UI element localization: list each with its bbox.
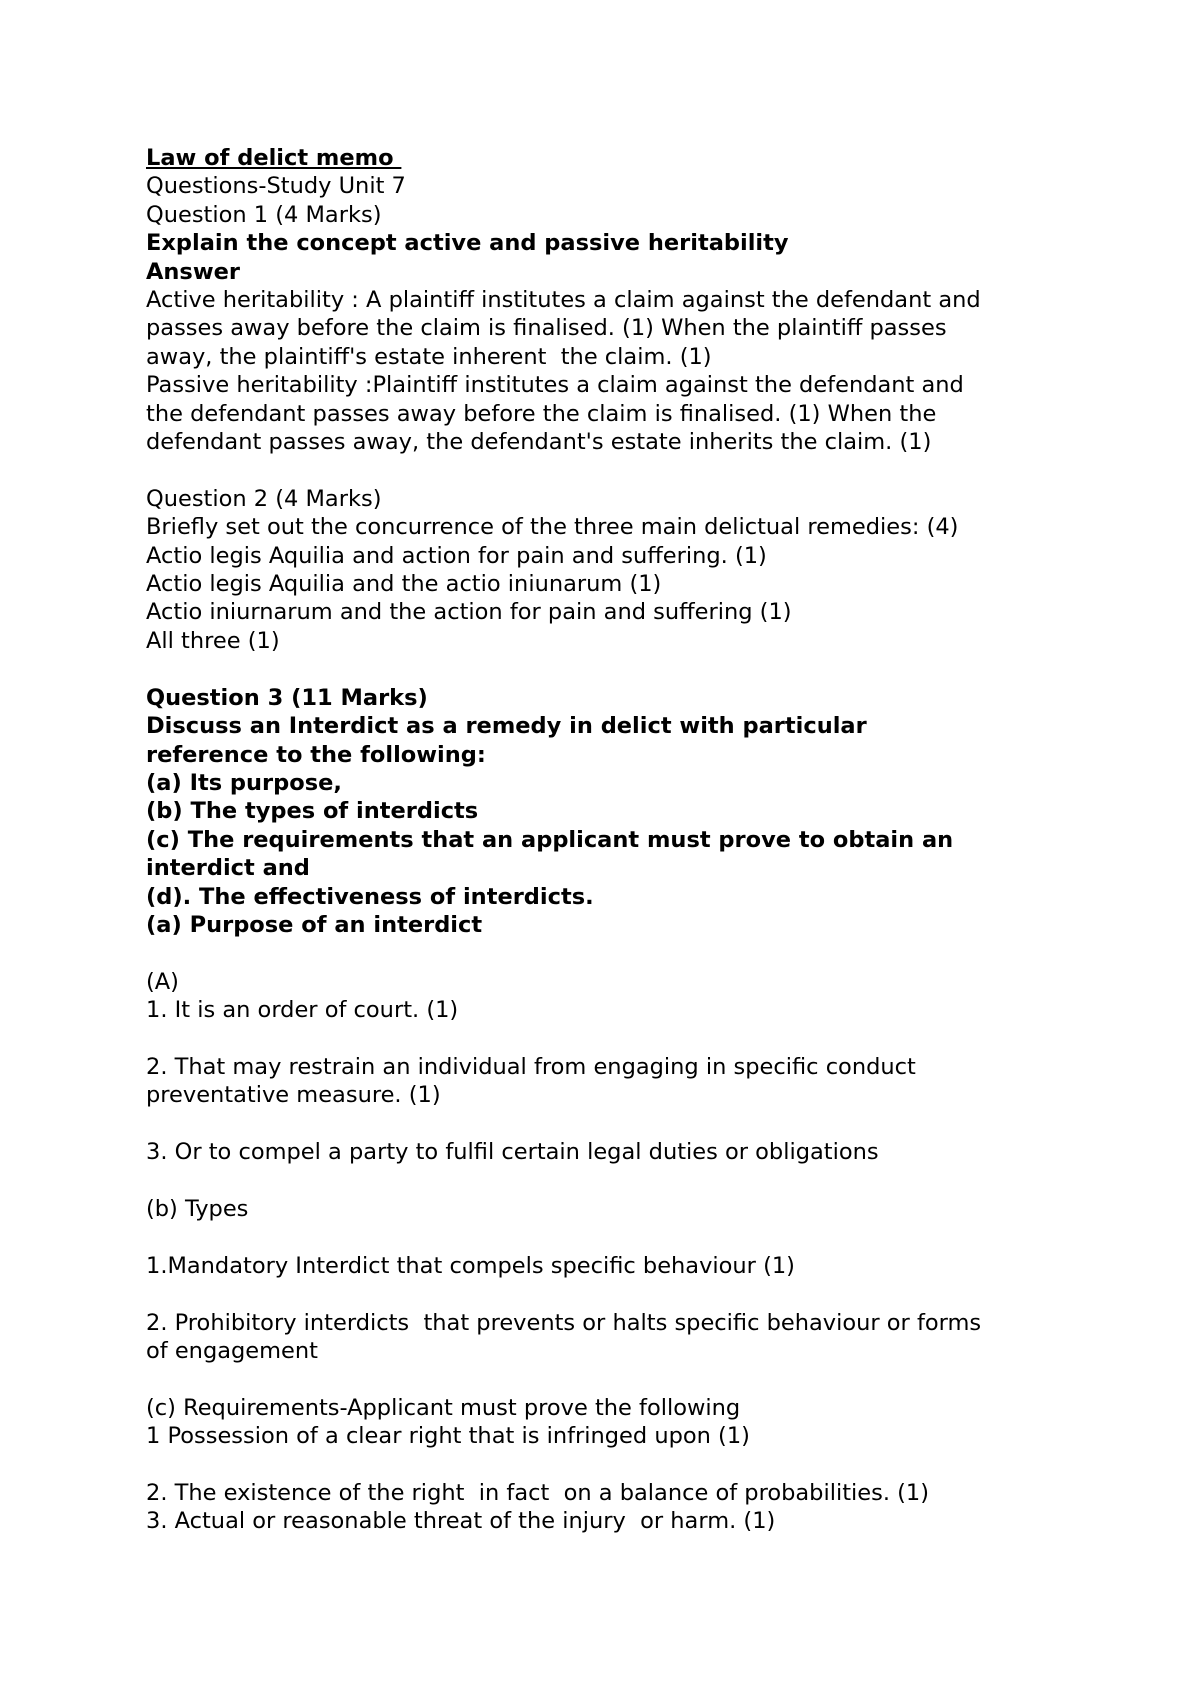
requirements-item: 3. Actual or reasonable threat of the injury or harm. (1) [146, 1508, 776, 1535]
q2-line: Briefly set out the concurrence of the three main delictual remedies: (4) [146, 514, 959, 541]
purpose-item: 2. That may restrain an individual from engaging in specific conduct [146, 1053, 916, 1080]
spacer [146, 939, 1076, 967]
q3-prompt-line: (a) Purpose of an interdict [146, 911, 483, 938]
spacer [146, 456, 1076, 484]
q3-heading: Question 3 (11 Marks) [146, 684, 428, 711]
requirements-item: 2. The existence of the right in fact on a balance of probabilities. (1) [146, 1479, 930, 1506]
spacer [146, 1365, 1076, 1393]
types-label: (b) Types [146, 1195, 249, 1222]
q2-line: Actio iniurnarum and the action for pain and suffering (1) [146, 599, 792, 626]
q3-prompt-line: Discuss an Interdict as a remedy in delict with particular [146, 713, 867, 740]
spacer [146, 1025, 1076, 1053]
q3-prompt-line: (c) The requirements that an applicant must prove to obtain an [146, 826, 954, 853]
q1-answer-label: Answer [146, 258, 240, 285]
q1-answer-line: passes away before the claim is finalised. (1) When the plaintiff passes [146, 315, 947, 342]
spacer [146, 1110, 1076, 1138]
spacer [146, 1451, 1076, 1479]
types-item-continued: of engagement [146, 1337, 318, 1364]
q3-prompt-line: (d). The effectiveness of interdicts. [146, 883, 594, 910]
document-subtitle: Questions-Study Unit 7 [146, 173, 406, 200]
q3-prompt-line: (a) Its purpose, [146, 769, 342, 796]
purpose-item-continued: preventative measure. (1) [146, 1082, 441, 1109]
q1-answer-line: Passive heritability :Plaintiff institutes a claim against the defendant and [146, 372, 964, 399]
q1-heading: Question 1 (4 Marks) [146, 201, 382, 228]
q2-heading: Question 2 (4 Marks) [146, 485, 382, 512]
q1-prompt: Explain the concept active and passive heritability [146, 230, 789, 257]
types-item: 1.Mandatory Interdict that compels specific behaviour (1) [146, 1252, 795, 1279]
q2-line: All three (1) [146, 627, 280, 654]
purpose-item: 3. Or to compel a party to fulfil certain legal duties or obligations [146, 1139, 879, 1166]
q1-answer-line: Active heritability : A plaintiff institutes a claim against the defendant and [146, 287, 981, 314]
q2-line: Actio legis Aquilia and action for pain and suffering. (1) [146, 542, 767, 569]
spacer [146, 1223, 1076, 1251]
requirements-label: (c) Requirements-Applicant must prove the following [146, 1394, 741, 1421]
spacer [146, 655, 1076, 683]
document-page [146, 144, 1076, 1536]
q3-prompt-line: reference to the following: [146, 741, 486, 768]
q2-line: Actio legis Aquilia and the actio iniunarum (1) [146, 571, 662, 598]
document-title: Law of delict memo [146, 145, 402, 171]
q1-answer-line: defendant passes away, the defendant's estate inherits the claim. (1) [146, 429, 932, 456]
purpose-item: 1. It is an order of court. (1) [146, 997, 459, 1024]
types-item: 2. Prohibitory interdicts that prevents or halts specific behaviour or forms [146, 1309, 982, 1336]
q3-prompt-line: (b) The types of interdicts [146, 798, 479, 825]
spacer [146, 1167, 1076, 1195]
purpose-label: (A) [146, 968, 179, 995]
q1-answer-line: the defendant passes away before the claim is finalised. (1) When the [146, 400, 937, 427]
q1-answer-line: away, the plaintiff's estate inherent the claim. (1) [146, 343, 712, 370]
q3-prompt-line: interdict and [146, 855, 310, 882]
spacer [146, 1280, 1076, 1308]
requirements-item: 1 Possession of a clear right that is infringed upon (1) [146, 1423, 750, 1450]
